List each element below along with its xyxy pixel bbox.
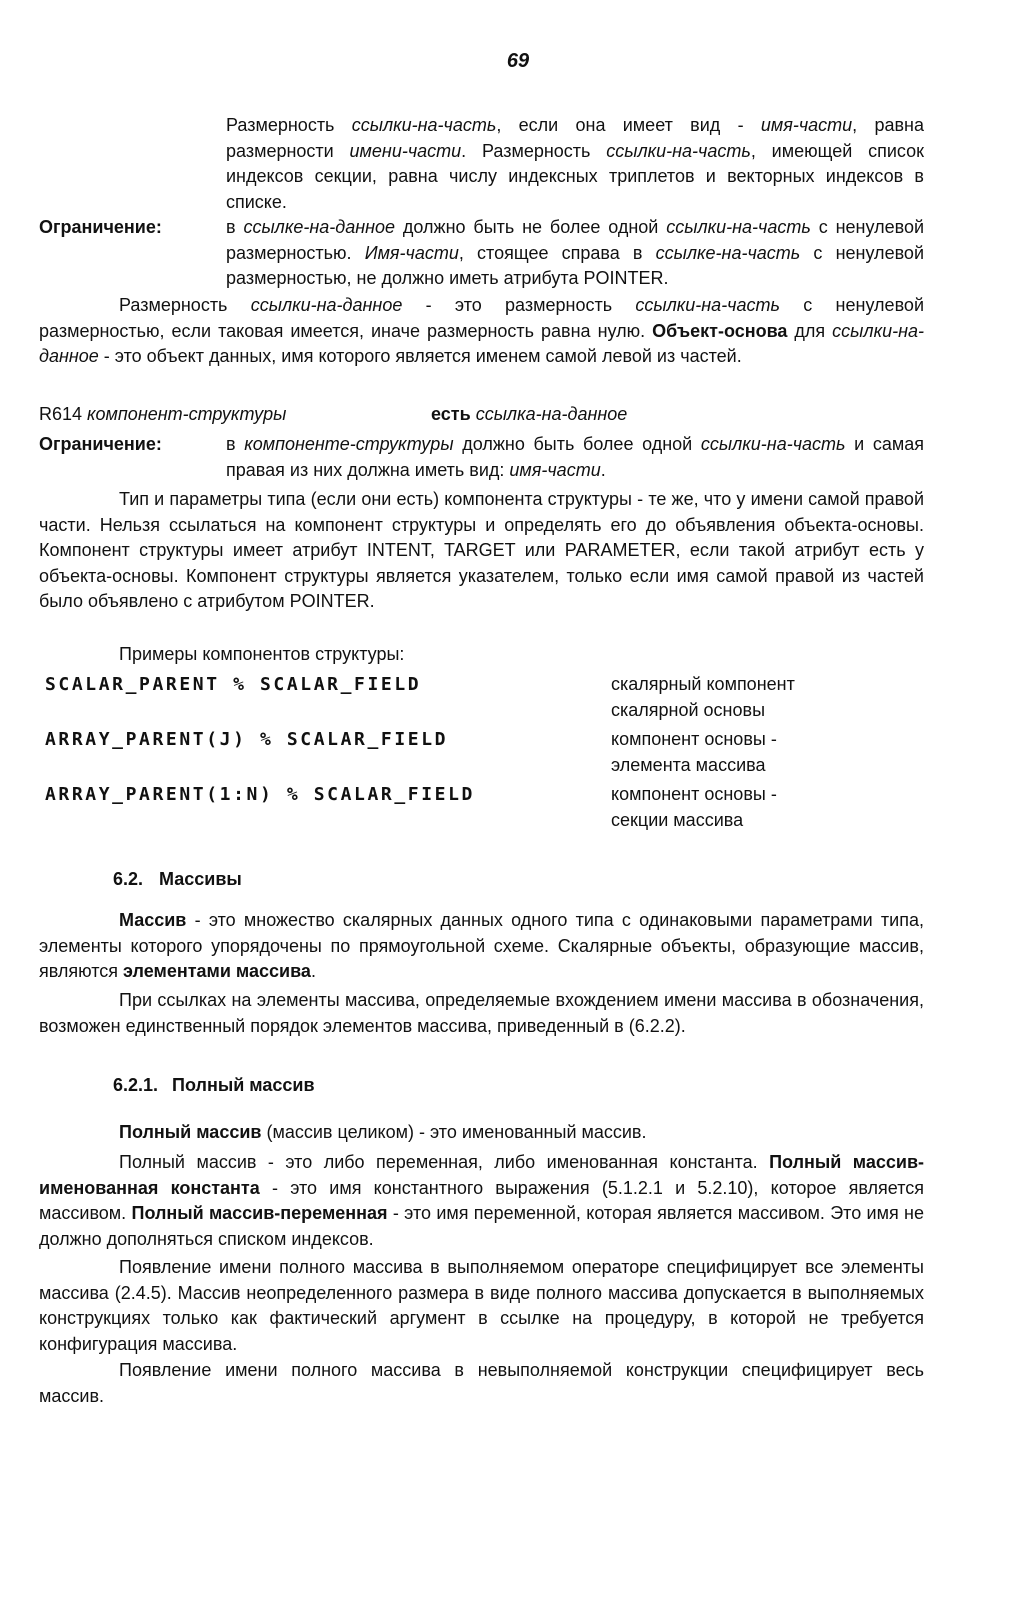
example-code-3: ARRAY_PARENT(1:N) % SCALAR_FIELD [45, 784, 475, 805]
constraint-text-1: в ссылке-на-данное должно быть не более одной ссылки-на-часть с ненулевой размерностью. Имя-части, стоящее справа в ссылке-на-часть с ненулевой размерностью, не должно иметь атрибута POINTER. [226, 217, 925, 288]
whole-array-paragraph-3: Появление имени полного массива в выполняемом операторе специфицирует все элементы массива (2.4.5). Массив неопределенного размера в виде полного массива допускается в выполняемых конструкциях только как фактический аргумент в ссылке на процедуру, в которой не требуется конфигурация массива. [39, 1257, 924, 1354]
page-number: 69 [506, 50, 530, 72]
rule-line [39, 402, 924, 428]
dimension-data-ref-paragraph: Размерность ссылки-на-данное - это размерность ссылки-на-часть с ненулевой размерностью, если таковая имеется, иначе размерность равна нулю. Объект-основа для ссылки-на-данное - это объект данных, имя которого является именем самой левой из частей. [39, 295, 924, 366]
rule-lhs: компонент-структуры [87, 404, 287, 424]
example-comment-2: компонент основы - элемента массива [611, 729, 777, 775]
section-heading-6-2-1: 6.2.1. Полный массив [113, 1075, 315, 1095]
constraint-text-2: в компоненте-структуры должно быть более одной ссылки-на-часть и самая правая из них должна иметь вид: имя-части. [226, 434, 924, 480]
example-comment-3: компонент основы - секции массива [611, 784, 777, 830]
section-heading-6-2: 6.2. Массивы [113, 869, 242, 889]
constraint-label-1: Ограничение: [39, 217, 162, 237]
example-code-1: SCALAR_PARENT % SCALAR_FIELD [45, 674, 422, 695]
dimension-part-ref-paragraph: Размерность ссылки-на-часть, если она имеет вид - имя-части, равна размерности имени-части. Размерность ссылки-на-часть, имеющей список индексов секции, равна числу индексных триплетов и векторных индексов в списке. [226, 115, 924, 212]
array-reference-paragraph: При ссылках на элементы массива, определяемые вхождением имени массива в обозначения, возможен единственный порядок элементов массива, приведенный в (6.2.2). [39, 990, 924, 1036]
constraint-label-2: Ограничение: [39, 434, 162, 454]
whole-array-paragraph-2: Полный массив - это либо переменная, либо именованная константа. Полный массив-именованная константа - это имя константного выражения (5.1.2.1 и 5.2.10), которое является массивом. Полный массив-переменная - это имя переменной, которая является массивом. Это имя не должно дополняться списком индексов. [39, 1152, 925, 1249]
whole-array-definition: Полный массив (массив целиком) - это именованный массив. [119, 1122, 647, 1142]
type-parameters-paragraph: Тип и параметры типа (если они есть) компонента структуры - те же, что у имени самой правой части. Нельзя ссылаться на компонент структуры и определять его до объявления объекта-основы. Компонент структуры имеет атрибут INTENT, TARGET или PARAMETER, если такой атрибут есть у объекта-основы. Компонент структуры является указателем, только если имя самой правой из частей было объявлено с атрибутом POINTER. [39, 489, 924, 611]
rule-rhs: ссылка-на-данное [475, 404, 628, 424]
array-definition-paragraph: Массив - это множество скалярных данных одного типа с одинаковыми параметрами типа, элементы которого упорядочены по прямоугольной схеме. Скалярные объекты, образующие массив, являются элементами массива. [39, 910, 924, 981]
example-code-2: ARRAY_PARENT(J) % SCALAR_FIELD [45, 729, 449, 750]
example-comment-1: скалярный компонент скалярной основы [611, 674, 795, 720]
rule-is: есть [431, 404, 471, 424]
examples-intro: Примеры компонентов структуры: [119, 644, 405, 664]
rule-code: R614 [39, 404, 83, 424]
whole-array-paragraph-4: Появление имени полного массива в невыполняемой конструкции специфицирует весь массив. [39, 1360, 924, 1406]
